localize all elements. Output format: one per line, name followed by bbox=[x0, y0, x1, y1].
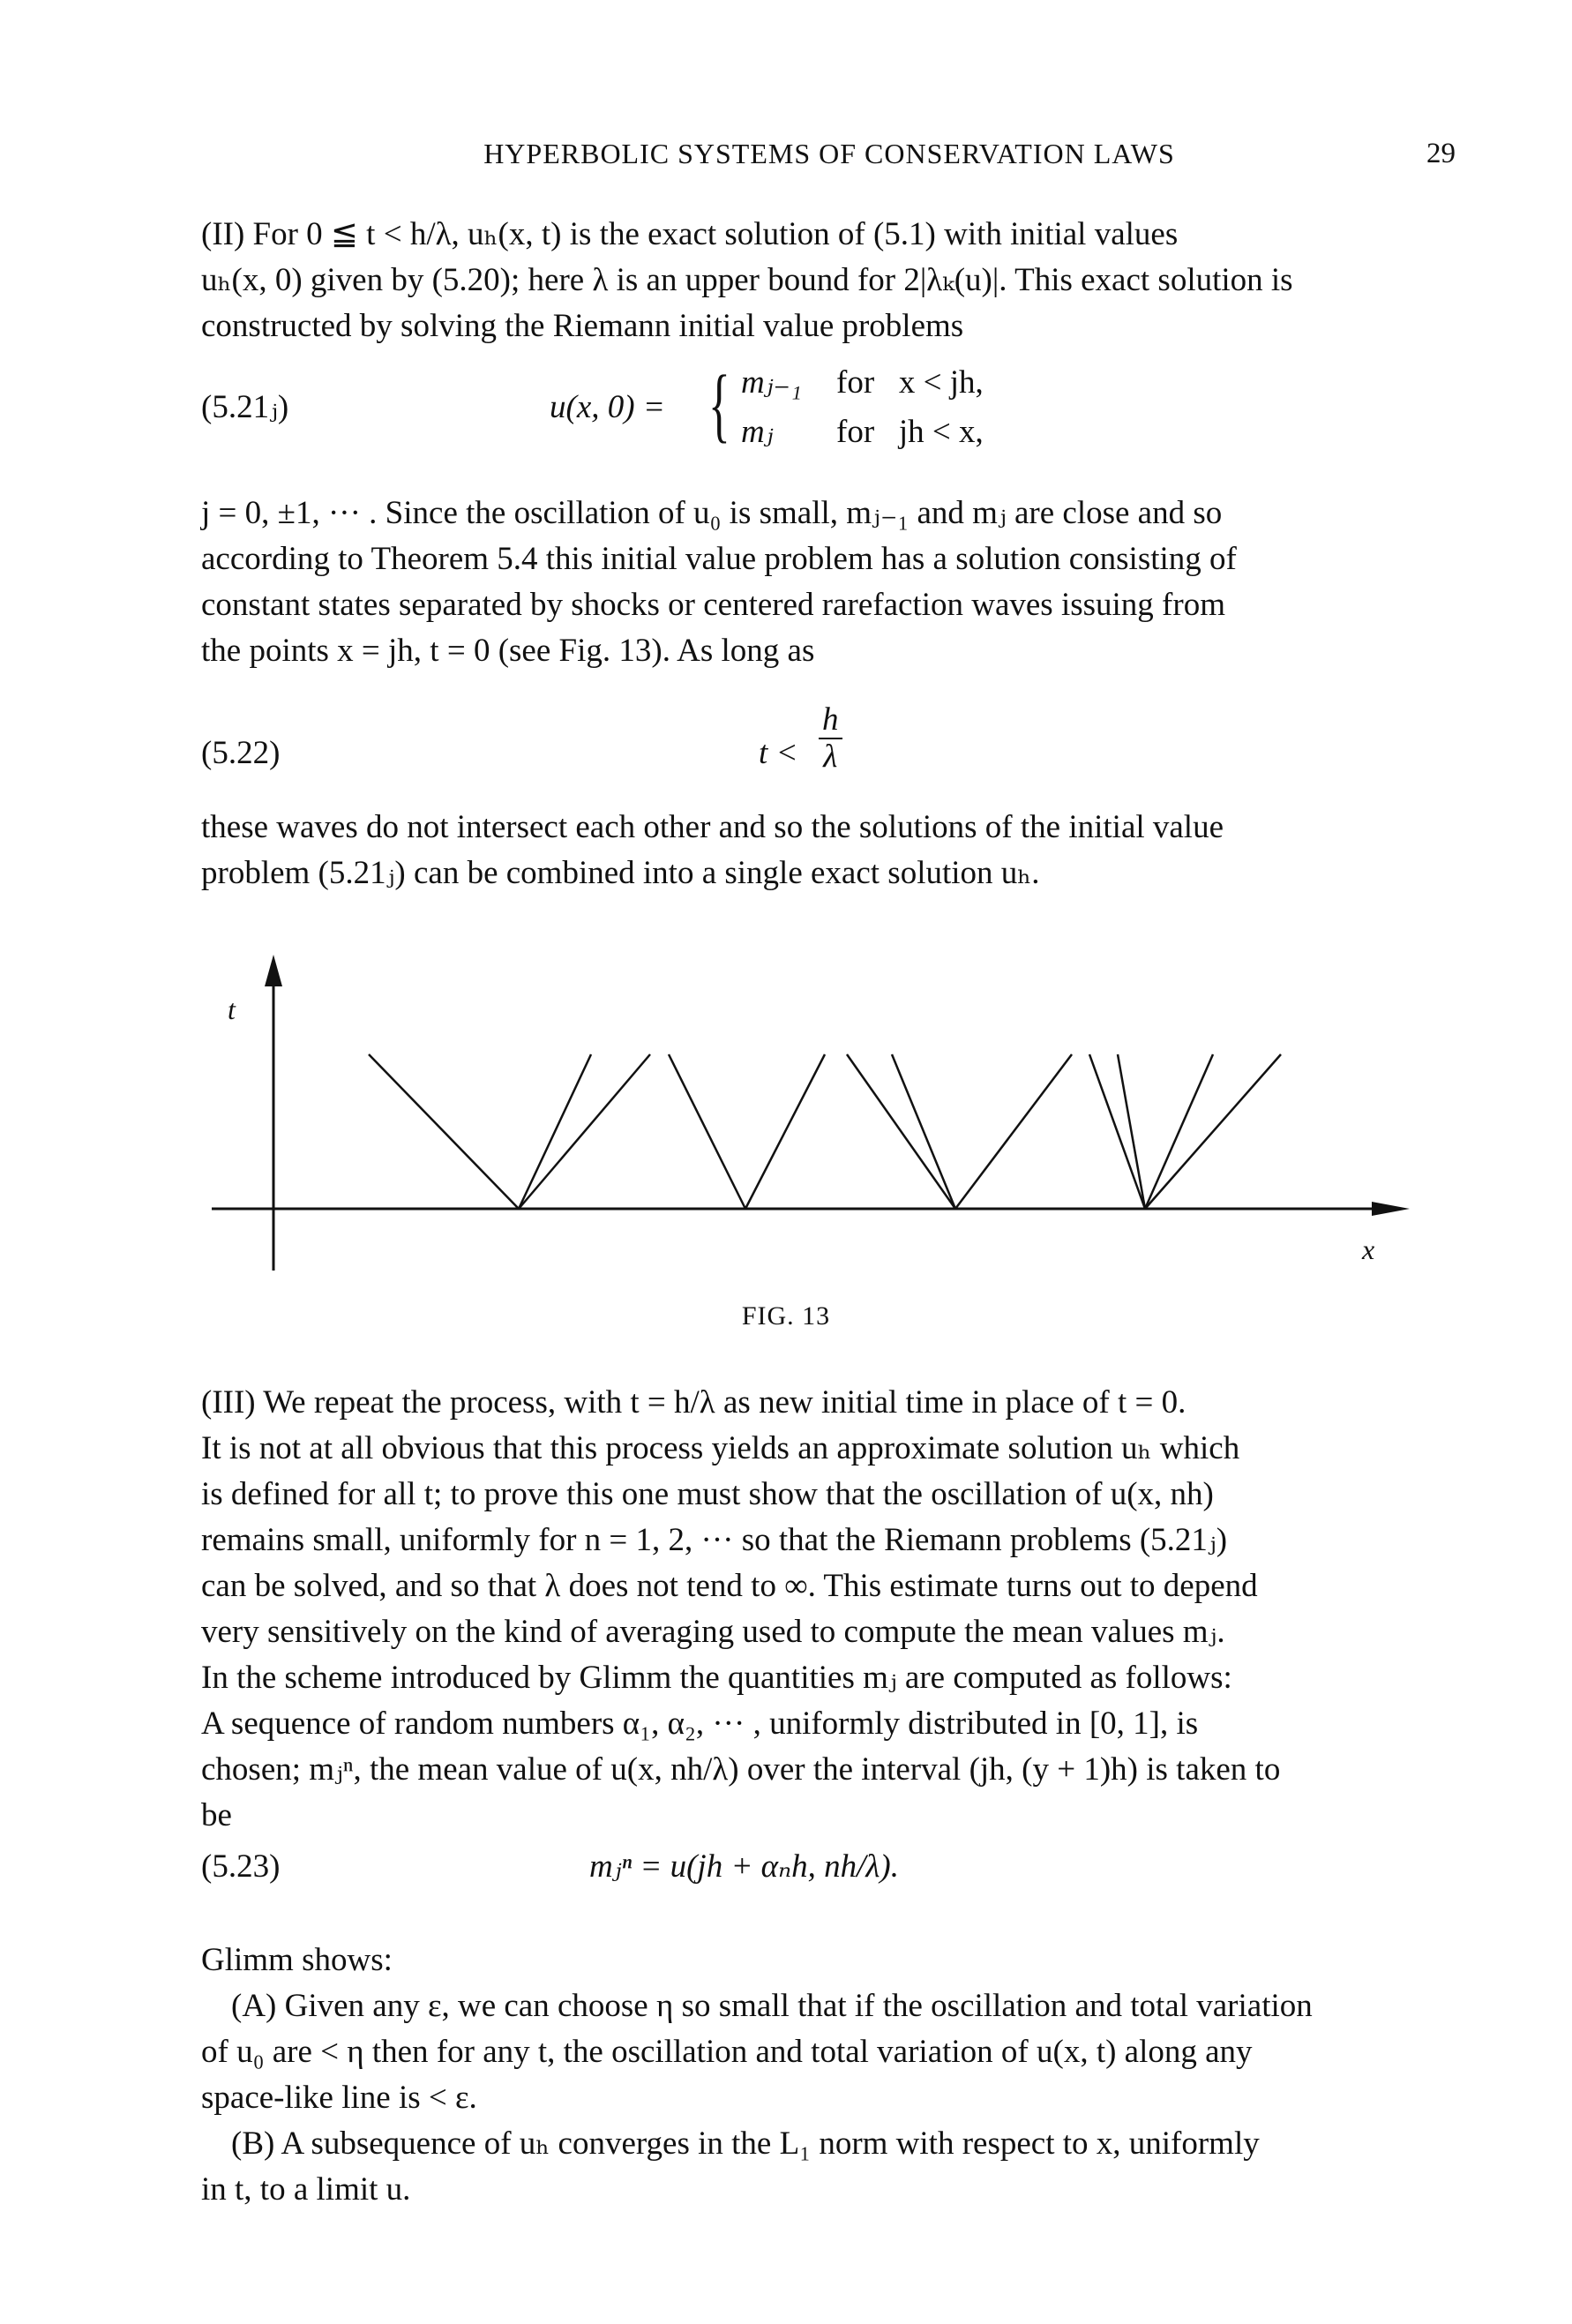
figure-caption: FIG. 13 bbox=[741, 1301, 831, 1331]
fraction-denominator: λ bbox=[823, 738, 838, 775]
wave-line bbox=[519, 1054, 591, 1209]
wave-fans bbox=[369, 1054, 1281, 1209]
wave-line bbox=[1145, 1054, 1281, 1209]
wave-line bbox=[955, 1054, 1072, 1209]
equation-body: mⱼⁿ = u(jh + αₙh, nh/λ). bbox=[589, 1848, 899, 1885]
equation-label: (5.23) bbox=[201, 1848, 281, 1885]
equation-label: (5.21ⱼ) bbox=[201, 389, 289, 425]
case-1-value: mⱼ₋₁ bbox=[741, 364, 802, 401]
wave-line bbox=[1145, 1054, 1213, 1209]
text-line: in t, to a limit u. bbox=[201, 2171, 411, 2208]
case-2-condition: for jh < x, bbox=[836, 414, 984, 450]
text-line: of u₀ are < η then for any t, the oscillation and total variation of u(x, t) along any bbox=[201, 2034, 1253, 2070]
text-line: (A) Given any ε, we can choose η so small that if the oscillation and total variation bbox=[231, 1988, 1313, 2024]
wave-line bbox=[745, 1054, 825, 1209]
text-line: can be solved, and so that λ does not tend to ∞. This estimate turns out to depend bbox=[201, 1568, 1258, 1604]
page-number: 29 bbox=[1426, 138, 1456, 169]
left-brace: { bbox=[708, 359, 730, 451]
text-line: constructed by solving the Riemann initial value problems bbox=[201, 308, 964, 344]
fraction-numerator: h bbox=[819, 702, 842, 739]
text-line: problem (5.21ⱼ) can be combined into a single exact solution uₕ. bbox=[201, 855, 1040, 891]
text-line: (III) We repeat the process, with t = h/λ as new initial time in place of t = 0. bbox=[201, 1384, 1186, 1421]
wave-line bbox=[1089, 1054, 1145, 1209]
text-line: be bbox=[201, 1797, 232, 1833]
t-axis-arrow-icon bbox=[265, 955, 282, 986]
text-line: according to Theorem 5.4 this initial value problem has a solution consisting of bbox=[201, 541, 1237, 577]
text-line: remains small, uniformly for n = 1, 2, ··· so that the Riemann problems (5.21ⱼ) bbox=[201, 1522, 1228, 1558]
text-line: Glimm shows: bbox=[201, 1942, 393, 1978]
text-line: (B) A subsequence of uₕ converges in the L₁ norm with respect to x, uniformly bbox=[231, 2125, 1260, 2162]
text-line: chosen; mⱼⁿ, the mean value of u(x, nh/λ) over the interval (jh, (y + 1)h) is taken to bbox=[201, 1751, 1281, 1788]
equation-lhs: t < bbox=[759, 735, 798, 771]
text-line: these waves do not intersect each other and so the solutions of the initial value bbox=[201, 809, 1224, 845]
case-1-condition: for x < jh, bbox=[836, 364, 984, 401]
x-axis-arrow-icon bbox=[1372, 1202, 1410, 1216]
text-line: (II) For 0 ≦ t < h/λ, uₕ(x, t) is the exact solution of (5.1) with initial values bbox=[201, 216, 1179, 252]
wave-line bbox=[369, 1054, 519, 1209]
text-line: is defined for all t; to prove this one must show that the oscillation of u(x, nh) bbox=[201, 1476, 1214, 1512]
text-line: j = 0, ±1, ··· . Since the oscillation of u₀ is small, mⱼ₋₁ and mⱼ are close and so bbox=[201, 495, 1223, 531]
text-line: space-like line is < ε. bbox=[201, 2080, 477, 2116]
x-axis-label: x bbox=[1362, 1233, 1375, 1265]
text-line: In the scheme introduced by Glimm the quantities mⱼ are computed as follows: bbox=[201, 1660, 1232, 1696]
equation-5-23 bbox=[201, 1844, 1447, 1941]
case-2-value: mⱼ bbox=[741, 414, 774, 450]
text-line: It is not at all obvious that this process yields an approximate solution uₕ which bbox=[201, 1430, 1240, 1466]
paragraph-glimm bbox=[201, 1938, 1447, 2213]
text-line: uₕ(x, 0) given by (5.20); here λ is an upper bound for 2|λₖ(u)|. This exact solution is bbox=[201, 262, 1293, 298]
text-line: A sequence of random numbers α₁, α₂, ··· , uniformly distributed in [0, 1], is bbox=[201, 1706, 1199, 1742]
wave-line bbox=[1118, 1054, 1145, 1209]
equation-lhs: u(x, 0) = bbox=[550, 389, 665, 425]
text-line: constant states separated by shocks or centered rarefaction waves issuing from bbox=[201, 587, 1225, 623]
paragraph-iii bbox=[201, 1380, 1447, 1839]
wave-line bbox=[669, 1054, 745, 1209]
text-line: the points x = jh, t = 0 (see Fig. 13). As long as bbox=[201, 633, 815, 669]
equation-label: (5.22) bbox=[201, 735, 281, 771]
running-head: HYPERBOLIC SYSTEMS OF CONSERVATION LAWS bbox=[483, 138, 1175, 169]
text-line: very sensitively on the kind of averaging used to compute the mean values mⱼ. bbox=[201, 1614, 1225, 1650]
t-axis-label: t bbox=[228, 993, 236, 1025]
wave-line bbox=[519, 1054, 650, 1209]
